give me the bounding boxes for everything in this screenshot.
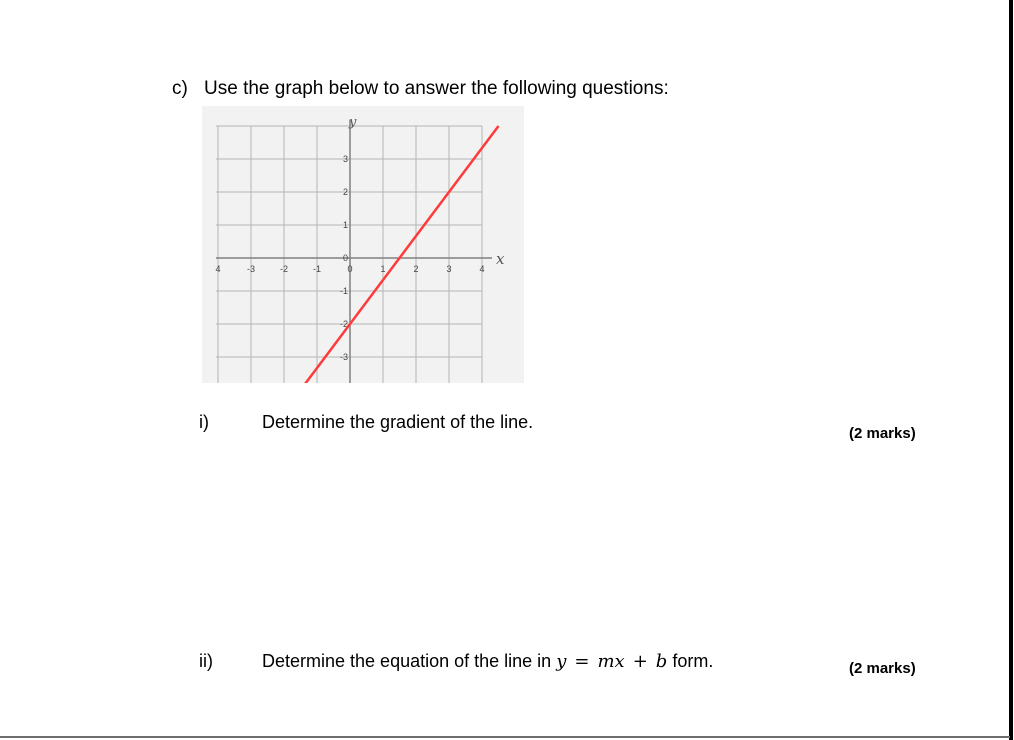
x-tick-label: 0: [347, 264, 353, 274]
subquestion-text-ii-prefix: Determine the equation of the line in: [262, 651, 552, 671]
x-tick-label: 2: [413, 264, 419, 274]
x-tick-label: -3: [246, 264, 256, 274]
y-tick-label: 3: [342, 154, 348, 164]
equation-equals: =: [574, 651, 590, 672]
x-tick-label: -1: [312, 264, 322, 274]
x-tick-label: 1: [380, 264, 386, 274]
plotted-line: [301, 126, 499, 383]
equation-plus: +: [632, 651, 648, 672]
equation-b: b: [655, 651, 668, 672]
page-border-bottom: [0, 736, 1010, 738]
subquestion-text-ii: [262, 651, 713, 672]
y-axis-label: y: [349, 115, 357, 130]
x-tick-label: 3: [446, 264, 452, 274]
equation: [556, 651, 667, 672]
question-label: c): [172, 78, 188, 99]
question-instruction: Use the graph below to answer the following questions:: [204, 78, 669, 99]
x-axis-label: x: [496, 250, 505, 268]
equation-y: y: [556, 651, 567, 672]
line-graph: [202, 106, 524, 383]
x-tick-label: -2: [279, 264, 289, 274]
grid: [216, 126, 485, 383]
subquestion-label-i: i): [199, 412, 209, 432]
graph-svg: [202, 106, 524, 383]
x-tick-label: 4: [215, 264, 221, 274]
equation-mx: mx: [597, 651, 625, 672]
y-tick-label: 1: [342, 220, 348, 230]
y-tick-label: -1: [339, 286, 348, 296]
page-border-right: [1009, 0, 1013, 740]
y-tick-label: -3: [339, 352, 348, 362]
subquestion-label-ii: ii): [199, 651, 213, 671]
y-tick-label: 2: [342, 187, 348, 197]
y-tick-label: -2: [339, 319, 348, 329]
marks-i: (2 marks): [849, 425, 916, 442]
x-tick-label: 4: [479, 264, 485, 274]
y-tick-label: 0: [342, 253, 348, 263]
subquestion-text-i: Determine the gradient of the line.: [262, 412, 534, 432]
subquestion-text-ii-suffix: form.: [672, 651, 714, 671]
marks-ii: (2 marks): [849, 660, 916, 677]
question-heading: [172, 78, 669, 100]
